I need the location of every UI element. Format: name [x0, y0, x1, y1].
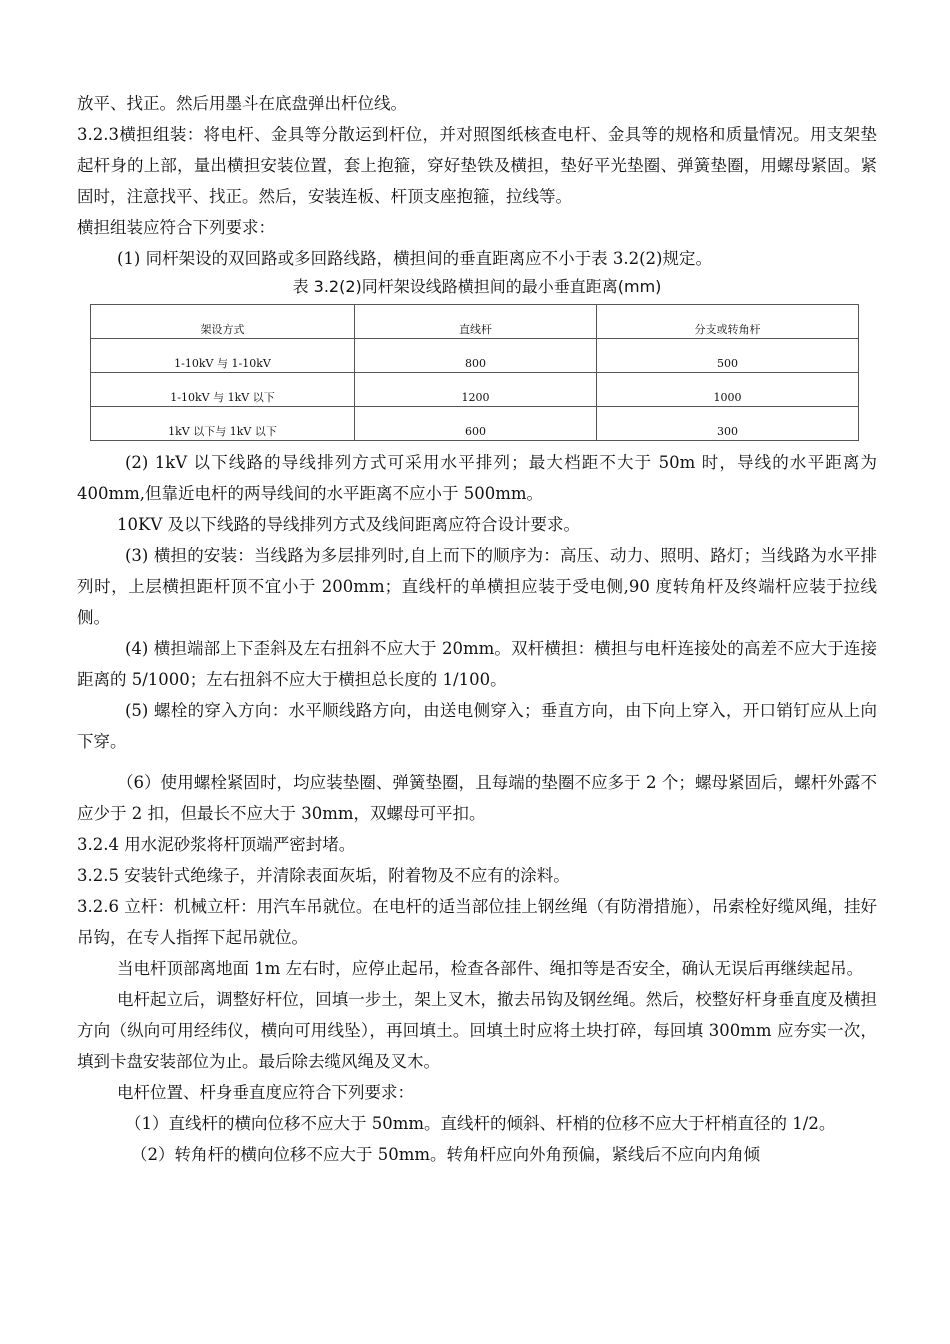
list-item: （1）直线杆的横向位移不应大于 50mm。直线杆的倾斜、杆梢的位移不应大于杆梢直径的 1/2。	[125, 1114, 836, 1133]
paragraph: 放平、找正。然后用墨斗在底盘弹出杆位线。	[77, 94, 407, 113]
table-row	[91, 339, 859, 373]
table-caption: 表 3.2(2)同杆架设线路横担间的最小垂直距离(mm)	[292, 277, 662, 296]
section-3-2-4: 3.2.4 用水泥砂浆将杆顶端严密封堵。	[77, 835, 356, 854]
section-3-2-6: 3.2.6 立杆：机械立杆：用汽车吊就位。在电杆的适当部位挂上钢丝绳（有防滑措施），吊索栓好缆风绳，挂好吊钩，在专人指挥下起吊就位。	[77, 897, 877, 947]
list-item-2: (2) 1kV 以下线路的导线排列方式可采用水平排列；最大档距不大于 50m 时，导线的水平距离为 400mm,但靠近电杆的两导线间的水平距离不应小于 500mm。	[77, 453, 877, 503]
paragraph: 横担组装应符合下列要求：	[77, 218, 275, 237]
list-item-5: (5) 螺栓的穿入方向：水平顺线路方向，由送电侧穿入；垂直方向，由下向上穿入，开口销钉应从上向下穿。	[77, 701, 877, 751]
list-item: （2）转角杆的横向位移不应大于 50mm。转角杆应向外角预偏，紧线后不应向内角倾	[131, 1145, 761, 1164]
table-header-cell: 分支或转角杆	[597, 305, 859, 339]
table-cell: 300	[597, 407, 859, 441]
table-header-row	[91, 305, 859, 339]
table-cell: 1-10kV 与 1kV 以下	[91, 373, 355, 407]
table-cell: 1-10kV 与 1-10kV	[91, 339, 355, 373]
table-cell: 1kV 以下与 1kV 以下	[91, 407, 355, 441]
paragraph: 电杆起立后，调整好杆位，回填一步土，架上叉木，撤去吊钩及钢丝绳。然后，校整好杆身垂直度及横担方向（纵向可用经纬仪，横向可用线坠），再回填土。回填土时应将土块打碎，每回填 300mm 应夯实一次，填到卡盘安装部位为止。最后除去缆风绳及叉木。	[77, 990, 877, 1071]
document-page	[77, 88, 877, 1170]
spacing-table	[90, 304, 859, 441]
table-row	[91, 373, 859, 407]
table-header-cell: 直线杆	[355, 305, 597, 339]
table-cell: 1000	[597, 373, 859, 407]
table-cell: 1200	[355, 373, 597, 407]
table-header-cell: 架设方式	[91, 305, 355, 339]
table-cell: 800	[355, 339, 597, 373]
list-item-6: （6）使用螺栓紧固时，均应装垫圈、弹簧垫圈，且每端的垫圈不应多于 2 个；螺母紧固后，螺杆外露不应少于 2 扣，但最长不应大于 30mm，双螺母可平扣。	[77, 773, 877, 823]
section-3-2-5: 3.2.5 安装针式绝缘子，并清除表面灰垢，附着物及不应有的涂料。	[77, 866, 570, 885]
paragraph: 10KV 及以下线路的导线排列方式及线间距离应符合设计要求。	[117, 515, 580, 534]
list-item-4: (4) 横担端部上下歪斜及左右扭斜不应大于 20mm。双杆横担：横担与电杆连接处的高差不应大于连接距离的 5/1000；左右扭斜不应大于横担总长度的 1/100。	[77, 639, 877, 689]
paragraph: 当电杆顶部离地面 1m 左右时，应停止起吊，检查各部件、绳扣等是否安全，确认无误后再继续起吊。	[117, 959, 864, 978]
paragraph: 电杆位置、杆身垂直度应符合下列要求：	[117, 1083, 414, 1102]
list-item-1: (1) 同杆架设的双回路或多回路线路，横担间的垂直距离应不小于表 3.2(2)规定。	[117, 249, 712, 268]
section-3-2-3: 3.2.3横担组装：将电杆、金具等分散运到杆位，并对照图纸核查电杆、金具等的规格和质量情况。用支架垫起杆身的上部，量出横担安装位置，套上抱箍，穿好垫铁及横担，垫好平光垫圈、弹簧垫圈，用螺母紧固。紧固时，注意找平、找正。然后，安装连板、杆顶支座抱箍，拉线等。	[77, 125, 877, 206]
table-cell: 500	[597, 339, 859, 373]
list-item-3: (3) 横担的安装：当线路为多层排列时,自上而下的顺序为：高压、动力、照明、路灯；当线路为水平排列时，上层横担距杆顶不宜小于 200mm；直线杆的单横担应装于受电侧,90 度转角杆及终端杆应装于拉线侧。	[77, 546, 877, 627]
table-cell: 600	[355, 407, 597, 441]
table-row	[91, 407, 859, 441]
